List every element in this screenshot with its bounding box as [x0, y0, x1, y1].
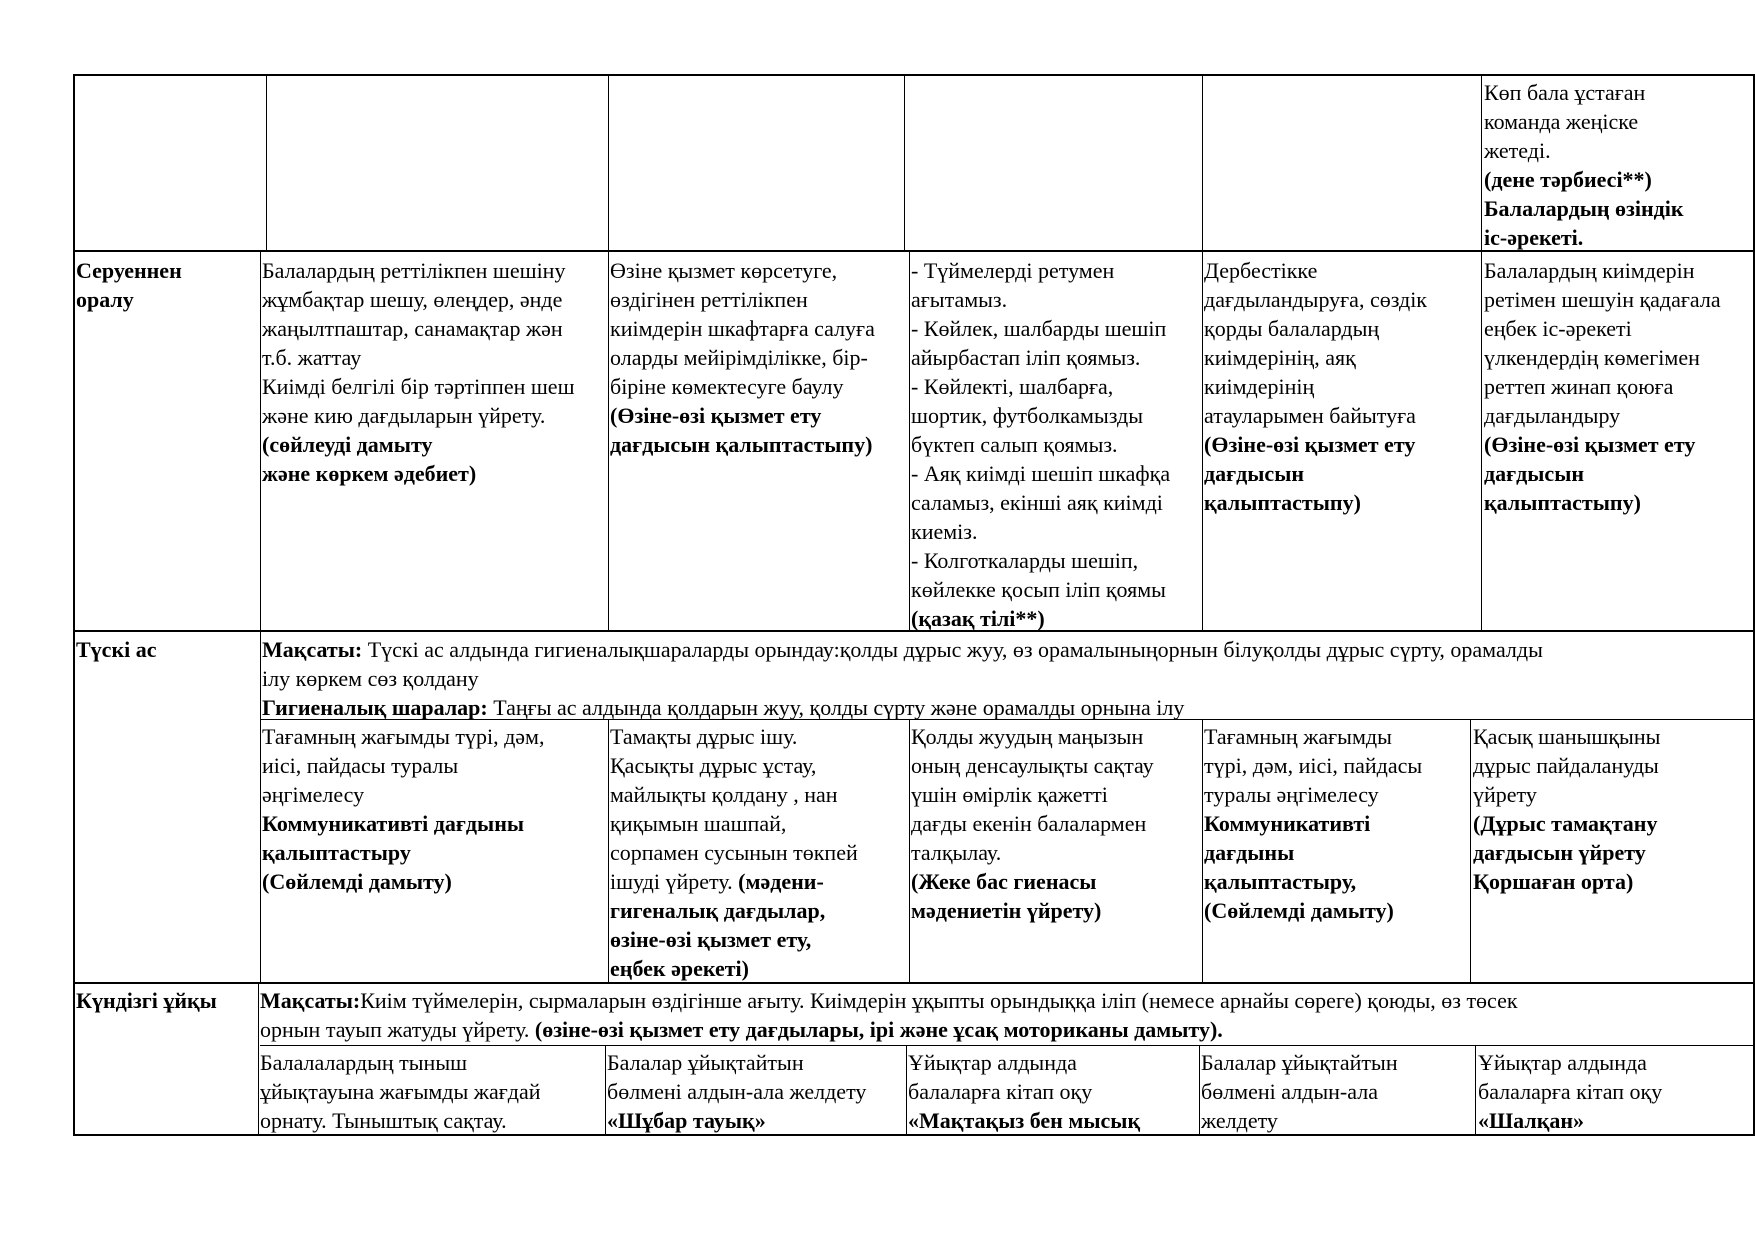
cell-line: Қоршаған орта): [1473, 869, 1634, 894]
cell-line: дағдысын қалыптастыпу): [610, 432, 873, 457]
table-divider: [1202, 250, 1203, 631]
cell-line: жетеді.: [1484, 138, 1551, 163]
table-divider: [260, 250, 261, 631]
cell-line: дағдыны: [1204, 840, 1295, 865]
row4-col4-cell: [908, 1048, 1198, 1134]
cell-line: ағытамыз.: [911, 287, 1008, 312]
cell-line: (сөйлеуді дамыту: [262, 432, 433, 457]
cell-line: киімдерінің: [1204, 374, 1315, 399]
row3-col6-cell: [1473, 722, 1752, 980]
row4-col2-cell: [260, 1048, 604, 1134]
cell-line: майлықты қолдану , нан: [610, 782, 838, 807]
cell-line: Коммуникативті: [1204, 811, 1371, 836]
cell-line: түрі, дәм, иісі, пайдасы: [1204, 753, 1423, 778]
cell-line: Коммуникативті дағдыны: [262, 811, 525, 836]
cell-line: орнату. Тыныштық сақтау.: [260, 1108, 507, 1133]
cell-line: шортик, футболкамызды: [911, 403, 1144, 428]
cell-line: дағды екенін балалармен: [911, 811, 1147, 836]
cell-line: қалыптастыпу): [1204, 490, 1361, 515]
table-divider: [909, 719, 910, 983]
table-divider: [605, 1045, 606, 1135]
cell-line: дағдыландыруға, сөздік: [1204, 287, 1427, 312]
cell-line: - Аяқ киімді шешіп шкафқа: [911, 461, 1171, 486]
table-divider: [1199, 1045, 1200, 1135]
table-divider: [260, 630, 261, 983]
table-divider: [1470, 719, 1471, 983]
cell-line: Балалардың өзіндік: [1484, 196, 1684, 221]
cell-line: үйрету: [1473, 782, 1537, 807]
cell-line: үшін өмірлік қажетті: [911, 782, 1108, 807]
label-line: оралу: [76, 287, 134, 312]
cell-line: Ұйықтар алдында: [1478, 1050, 1647, 1075]
cell-line: «Шалқан»: [1478, 1108, 1585, 1133]
cell-line: Балалардың реттілікпен шешіну: [262, 258, 566, 283]
cell-line: Киімді белгілі бір тәртіппен шеш: [262, 374, 575, 399]
cell-line: дағдыландыру: [1484, 403, 1621, 428]
cell-line: іс-әрекеті.: [1484, 225, 1584, 250]
cell-line: Балалар ұйықтайтын: [1201, 1050, 1398, 1075]
cell-line: Балалалардың тыныш: [260, 1050, 468, 1075]
cell-line: қалыптастыру: [262, 840, 411, 865]
cell-line: - Түймелерді ретумен: [911, 258, 1115, 283]
row3-hygiene-line: Гигиеналық шаралар: Таңғы ас алдында қолдарын жуу, қолды сүрту және орамалды орнына ілу: [262, 695, 1185, 719]
cell-line: Тамақты дұрыс ішу.: [610, 724, 798, 749]
table-divider: [1202, 719, 1203, 983]
cell-line: команда жеңіске: [1484, 109, 1639, 134]
table-border: [73, 982, 1755, 984]
table-divider: [260, 1045, 1755, 1046]
cell-line: біріне көмектесуге баулу: [610, 374, 844, 399]
cell-line: бүктеп салып қоямыз.: [911, 432, 1118, 457]
cell-line: өзіне-өзі қызмет ету,: [610, 927, 812, 952]
cell-line: балаларға кітап оқу: [1478, 1079, 1663, 1104]
cell-line: талқылау.: [911, 840, 1002, 865]
cell-line: еңбек әрекеті): [610, 956, 749, 981]
cell-line: жаңылтпаштар, санамақтар жән: [262, 316, 563, 341]
table-divider: [608, 74, 609, 251]
row4-col5-cell: [1201, 1048, 1474, 1134]
cell-line: бөлмені алдын-ала желдету: [607, 1079, 867, 1104]
cell-line: қалыптастыру,: [1204, 869, 1357, 894]
row2-col4-cell: [911, 256, 1201, 630]
row1-col6-cell: [1484, 78, 1752, 250]
cell-line: және кию дағдыларын үйрету.: [262, 403, 546, 428]
label-line: Түскі ас: [76, 637, 157, 662]
cell-line: оның денсаулықты сақтау: [911, 753, 1154, 778]
cell-line: Тағамның жағымды: [1204, 724, 1392, 749]
cell-line: саламыз, екінші аяқ киімді: [911, 490, 1163, 515]
row3-col3-cell: [610, 722, 908, 982]
cell-line: өздігінен реттілікпен: [610, 287, 808, 312]
cell-line: (Сөйлемді дамыту): [1204, 898, 1394, 923]
cell-line: желдету: [1201, 1108, 1278, 1133]
row3-col5-cell: [1204, 722, 1469, 980]
cell-line: туралы әңгімелесу: [1204, 782, 1379, 807]
cell-line: Қолды жуудың маңызын: [911, 724, 1144, 749]
cell-line: Тағамның жағымды түрі, дәм,: [262, 724, 545, 749]
cell-line: Ұйықтар алдында: [908, 1050, 1077, 1075]
row3-col4-cell: [911, 722, 1201, 980]
cell-line: киімдерінің, аяқ: [1204, 345, 1356, 370]
cell-line: және көркем әдебиет): [262, 461, 477, 486]
cell-line: - Көйлек, шалбарды шешіп: [911, 316, 1167, 341]
row4-goal: [260, 986, 1752, 1044]
table-border: [73, 74, 75, 1136]
cell-line: үлкендердің көмегімен: [1484, 345, 1700, 370]
table-border: [73, 1134, 1755, 1136]
table-divider: [608, 719, 609, 983]
cell-line: атауларымен байытуға: [1204, 403, 1416, 428]
cell-line: қорды балалардың: [1204, 316, 1380, 341]
table-divider: [1481, 250, 1482, 631]
cell-line: «Шұбар тауық»: [607, 1108, 766, 1133]
cell-line: (Дұрыс тамақтану: [1473, 811, 1658, 836]
cell-line: (дене тәрбиесі**): [1484, 167, 1652, 192]
cell-line: дұрыс пайдалануды: [1473, 753, 1659, 778]
row3-col2-cell: [262, 722, 607, 980]
table-divider: [1475, 1045, 1476, 1135]
cell-line: ретімен шешуін қадағала: [1484, 287, 1721, 312]
table-divider: [909, 250, 910, 631]
cell-line: дағдысын: [1204, 461, 1305, 486]
cell-line: Балалар ұйықтайтын: [607, 1050, 804, 1075]
row4-label: [76, 986, 256, 1018]
cell-line: (қазақ тілі**): [911, 606, 1045, 630]
cell-line: дағдысын үйрету: [1473, 840, 1646, 865]
cell-line: ұйықтауына жағымды жағдай: [260, 1079, 541, 1104]
table-divider: [258, 982, 259, 1135]
cell-line: жұмбақтар шешу, өлеңдер, әнде: [262, 287, 563, 312]
row2-col5-cell: [1204, 256, 1480, 628]
table-divider: [904, 74, 905, 251]
table-divider: [266, 74, 267, 251]
cell-line: көйлекке қосып іліп қоямы: [911, 577, 1166, 602]
cell-line: (Өзіне-өзі қызмет ету: [610, 403, 822, 428]
cell-line: оларды мейірімділікке, бір-: [610, 345, 868, 370]
table-border: [73, 250, 1755, 252]
cell-line: - Колготкаларды шешіп,: [911, 548, 1139, 573]
cell-line: қиқымын шашпай,: [610, 811, 787, 836]
row3-goal-line1: Мақсаты: Түскі ас алдында гигиеналықшараларды орындау:қолды дұрыс жуу, өз орамалыныңорнын білуқолды дұрыс сүрту, орамалды: [262, 637, 1543, 662]
row4-col6-cell: [1478, 1048, 1752, 1134]
cell-line: мәдениетін үйрету): [911, 898, 1102, 923]
cell-line: - Көйлекті, шалбарға,: [911, 374, 1114, 399]
table-divider: [906, 1045, 907, 1135]
cell-line: киеміз.: [911, 519, 978, 544]
cell-line: (Өзіне-өзі қызмет ету: [1484, 432, 1696, 457]
cell-line: т.б. жаттау: [262, 345, 362, 370]
cell-line: бөлмені алдын-ала: [1201, 1079, 1378, 1104]
row4-goal-line1: Мақсаты:Киім түймелерін, сырмаларын өздігінше ағыту. Киімдерін ұқыпты орындыққа іліп (немесе арнайы сөреге) қоюды, өз төсек: [260, 988, 1518, 1013]
row4-goal-line2: орнын тауып жатуды үйрету. (өзіне-өзі қызмет ету дағдылары, ірі және ұсақ моториканы дамыту).: [260, 1017, 1223, 1042]
table-divider: [1481, 74, 1482, 251]
cell-line: Көп бала ұстаған: [1484, 80, 1646, 105]
table-border: [73, 74, 1755, 76]
cell-line: айырбастап іліп қоямыз.: [911, 345, 1141, 370]
cell-line: Дербестікке: [1204, 258, 1318, 283]
cell-line: (Өзіне-өзі қызмет ету: [1204, 432, 1416, 457]
label-line: Серуеннен: [76, 258, 182, 283]
cell-line: (Сөйлемді дамыту): [262, 869, 452, 894]
cell-line: әңгімелесу: [262, 782, 365, 807]
cell-line: дағдысын: [1484, 461, 1585, 486]
row2-col2-cell: [262, 256, 607, 628]
cell-line: ішуді үйрету. (мәдени-: [610, 869, 824, 894]
cell-line: гигеналық дағдылар,: [610, 898, 826, 923]
row2-col3-cell: [610, 256, 908, 628]
cell-line: еңбек іс-әрекеті: [1484, 316, 1632, 341]
table-divider: [260, 719, 1755, 720]
row4-col3-cell: [607, 1048, 905, 1134]
cell-line: (Жеке бас гиенасы: [911, 869, 1097, 894]
cell-line: киімдерін шкафтарға салуға: [610, 316, 875, 341]
table-divider: [608, 250, 609, 631]
table-divider: [1202, 74, 1203, 251]
cell-line: «Мақтақыз бен мысық: [908, 1108, 1141, 1133]
cell-line: сорпамен сусынын төкпей: [610, 840, 858, 865]
row2-col6-cell: [1484, 256, 1752, 628]
row3-label: [76, 635, 258, 667]
cell-line: Қасық шанышқыны: [1473, 724, 1661, 749]
row3-goal: [262, 635, 1752, 719]
row2-label: [76, 256, 258, 316]
cell-line: реттеп жинап қоюға: [1484, 374, 1674, 399]
cell-line: иісі, пайдасы туралы: [262, 753, 459, 778]
table-border: [73, 630, 1755, 632]
cell-line: қалыптастыпу): [1484, 490, 1641, 515]
cell-line: Өзіне қызмет көрсетуге,: [610, 258, 838, 283]
label-line: Күндізгі ұйқы: [76, 988, 217, 1013]
cell-line: Қасықты дұрыс ұстау,: [610, 753, 817, 778]
cell-line: балаларға кітап оқу: [908, 1079, 1093, 1104]
cell-line: Балалардың киімдерін: [1484, 258, 1695, 283]
row3-goal-line2: ілу көркем сөз қолдану: [262, 666, 479, 691]
